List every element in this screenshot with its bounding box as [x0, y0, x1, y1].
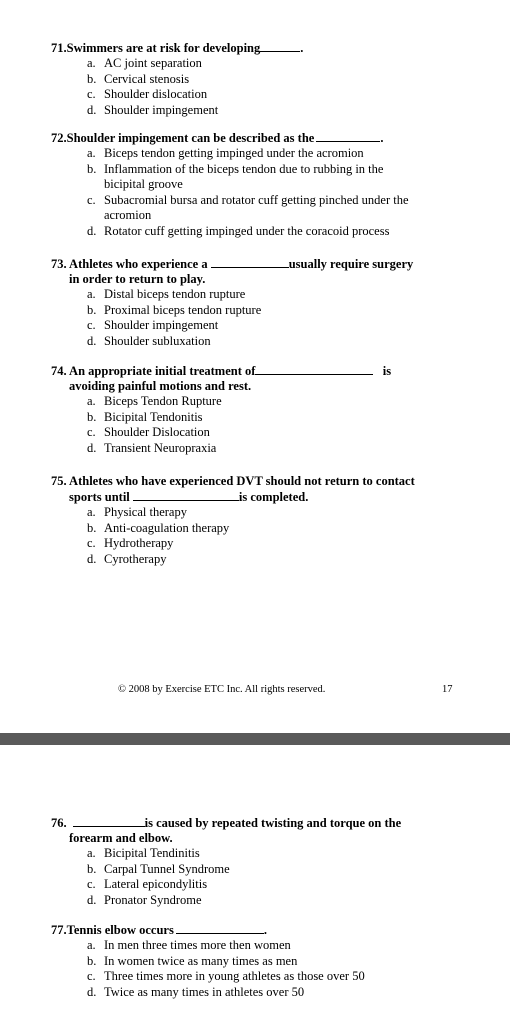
answer-option: d. Shoulder subluxation	[87, 333, 211, 348]
answer-option: c. Three times more in young athletes as those over 50	[87, 969, 365, 983]
question-71	[51, 40, 461, 118]
answer-option: d. Transient Neuropraxia	[87, 440, 217, 455]
question-77	[51, 922, 461, 1000]
answer-option: a. AC joint separation	[87, 56, 202, 70]
answer-options	[51, 505, 471, 567]
answer-blank	[260, 40, 300, 52]
answer-options	[51, 56, 461, 118]
answer-options	[51, 146, 461, 239]
answer-option: a. Distal biceps tendon rupture	[87, 287, 246, 301]
answer-blank	[255, 363, 373, 375]
question-stem: 72.Shoulder impingement can be described as the .	[51, 131, 384, 145]
answer-options	[51, 394, 461, 456]
answer-option: c. Shoulder dislocation	[87, 87, 208, 101]
question-72	[51, 130, 461, 239]
question-stem: 76. is caused by repeated twisting and torque on the forearm and elbow.	[51, 816, 402, 845]
answer-option: b. Cervical stenosis	[87, 71, 190, 86]
copyright-footer: © 2008 by Exercise ETC Inc. All rights reserved.	[118, 684, 326, 695]
question-73	[51, 256, 461, 349]
answer-option: d. Pronator Syndrome	[87, 892, 202, 907]
answer-blank	[133, 489, 239, 501]
answer-options	[51, 287, 461, 349]
answer-option: b. Proximal biceps tendon rupture	[87, 302, 262, 317]
answer-blank	[73, 815, 145, 827]
question-stem: 71.Swimmers are at risk for developing .	[51, 41, 304, 55]
page-number: 17	[442, 684, 453, 695]
page-separator	[0, 733, 510, 745]
question-75	[51, 474, 471, 567]
answer-option: c. Lateral epicondylitis	[87, 877, 208, 891]
answer-option: a. In men three times more then women	[87, 938, 291, 952]
answer-option: d. Shoulder impingement	[87, 102, 219, 117]
answer-option: d. Twice as many times in athletes over 50	[87, 984, 305, 999]
question-74	[51, 363, 461, 456]
answer-option: d. Cyrotherapy	[87, 551, 167, 566]
answer-blank	[316, 130, 380, 142]
answer-option: d. Rotator cuff getting impinged under the coracoid process	[87, 223, 390, 238]
answer-option: c. Hydrotherapy	[87, 536, 174, 550]
answer-option: a. Physical therapy	[87, 505, 187, 519]
question-stem: 77.Tennis elbow occurs .	[51, 923, 267, 937]
question-stem: 74. An appropriate initial treatment of is avoiding painful motions and rest.	[51, 364, 392, 393]
document-page-18	[0, 745, 510, 1019]
answer-options	[51, 938, 461, 1000]
answer-option: b. Bicipital Tendonitis	[87, 409, 203, 424]
answer-blank	[176, 922, 264, 934]
question-stem: 73. Athletes who experience a usually require surgery in order to return to play.	[51, 257, 414, 286]
answer-option: c. Shoulder impingement	[87, 318, 219, 332]
question-76	[51, 815, 471, 908]
answer-option: c. Subacromial bursa and rotator cuff getting pinched under the acromion	[87, 192, 409, 222]
answer-option: a. Biceps tendon getting impinged under the acromion	[87, 146, 364, 160]
answer-option: a. Bicipital Tendinitis	[87, 846, 200, 860]
answer-option: b. Anti-coagulation therapy	[87, 520, 230, 535]
answer-option: b. In women twice as many times as men	[87, 953, 298, 968]
answer-option: a. Biceps Tendon Rupture	[87, 394, 222, 408]
answer-option: c. Shoulder Dislocation	[87, 425, 210, 439]
answer-option: b. Carpal Tunnel Syndrome	[87, 861, 230, 876]
answer-options	[51, 846, 471, 908]
question-stem: 75. Athletes who have experienced DVT should not return to contact sports until is completed.	[51, 474, 415, 504]
answer-blank	[211, 256, 289, 268]
answer-option: b. Inflammation of the biceps tendon due to rubbing in the bicipital groove	[87, 161, 384, 191]
